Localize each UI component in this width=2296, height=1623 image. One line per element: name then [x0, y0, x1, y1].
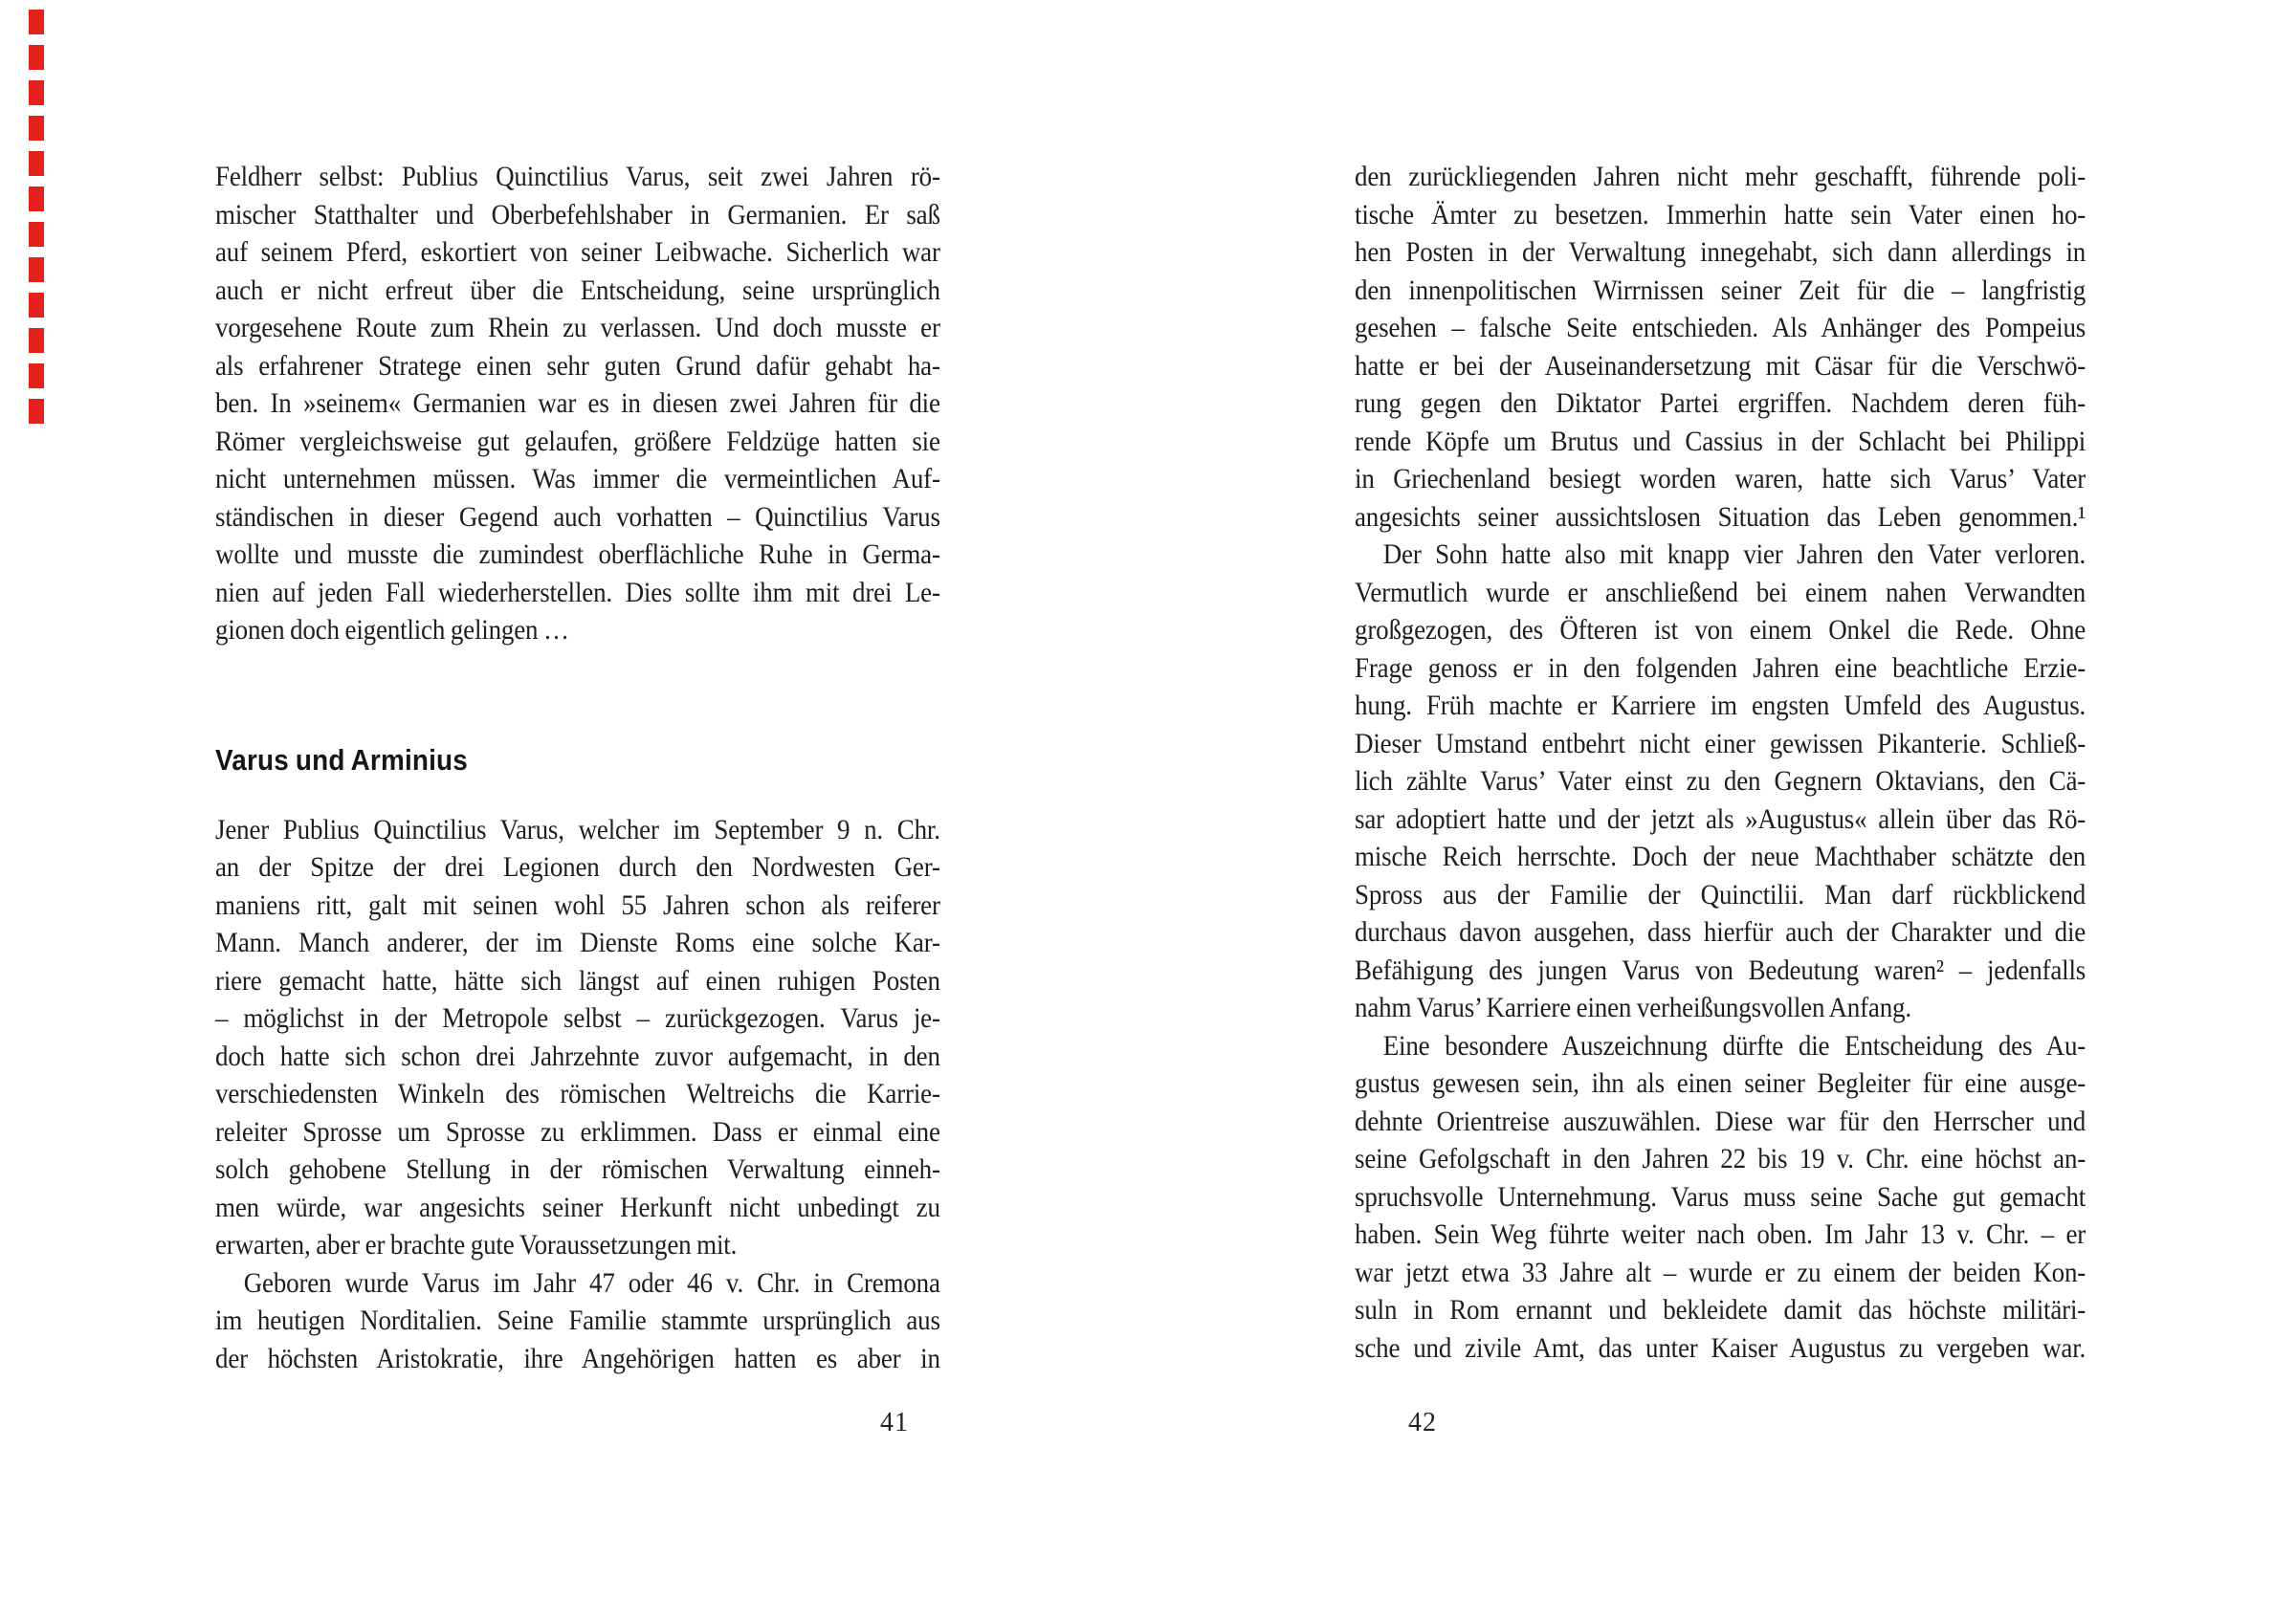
text-line: releiter Sprosse um Sprosse zu erklimmen. Dass er einmal eine — [215, 1115, 940, 1148]
text-line: nahm Varus’ Karriere einen verheißungsvollen Anfang. — [1355, 992, 1911, 1023]
text-line: Jener Publius Quinctilius Varus, welcher im September 9 n. Chr. — [215, 813, 940, 845]
text-line: sche und zivile Amt, das unter Kaiser Augustus zu vergeben war. — [1355, 1331, 2086, 1364]
text-line: Geboren wurde Varus im Jahr 47 oder 46 v. Chr. in Cremona — [243, 1266, 940, 1299]
text-line: Eine besondere Auszeichnung dürfte die Entscheidung des Au- — [1382, 1029, 2086, 1062]
text-line: nien auf jeden Fall wiederherstellen. Dies sollte ihm mit drei Le- — [215, 576, 940, 608]
red-dash-mark — [29, 293, 44, 318]
text-line: Der Sohn hatte also mit knapp vier Jahren den Vater verloren. — [1382, 538, 2086, 570]
text-line: riere gemacht hatte, hätte sich längst auf einen ruhigen Posten — [215, 964, 940, 997]
text-line: Frage genoss er in den folgenden Jahren eine beachtliche Erzie- — [1355, 651, 2086, 684]
text-line: solch gehobene Stellung in der römischen Verwaltung einneh- — [215, 1153, 940, 1185]
text-line: gustus gewesen sein, ihn als einen seiner Begleiter für eine ausge- — [1355, 1067, 2086, 1099]
text-line: mischer Statthalter und Oberbefehlshaber in Germanien. Er saß — [215, 198, 940, 230]
text-line: dehnte Orientreise auszuwählen. Diese war für den Herrscher und — [1355, 1105, 2086, 1137]
text-line: als erfahrener Stratege einen sehr guten Grund dafür gehabt ha- — [215, 349, 940, 382]
text-line: im heutigen Norditalien. Seine Familie stammte ursprünglich aus — [215, 1305, 940, 1336]
text-line: der höchsten Aristokratie, ihre Angehörigen hatten es aber in — [215, 1342, 940, 1374]
text-line: Spross aus der Familie der Quinctilii. Man darf rückblickend — [1355, 878, 2086, 910]
red-dash-mark — [29, 151, 44, 176]
text-line: haben. Sein Weg führte weiter nach oben. Im Jahr 13 v. Chr. – er — [1355, 1218, 2086, 1250]
page-number-left: 41 — [880, 1408, 909, 1437]
text-line: mische Reich herrschte. Doch der neue Machthaber schätzte den — [1355, 841, 2086, 872]
text-line: rung gegen den Diktator Partei ergriffen. Nachdem deren füh- — [1355, 387, 2086, 419]
page-number-right: 42 — [1408, 1408, 1437, 1437]
text-line: durchaus davon ausgehen, dass hierfür auch der Charakter und die — [1355, 916, 2086, 948]
text-line: war jetzt etwa 33 Jahre alt – wurde er zu einem der beiden Kon- — [1355, 1256, 2086, 1288]
text-line: Vermutlich wurde er anschließend bei einem nahen Verwandten — [1355, 576, 2086, 608]
red-dash-mark — [29, 328, 44, 353]
text-line: gionen doch eigentlich gelingen … — [215, 614, 569, 646]
text-line: in Griechenland besiegt worden waren, hatte sich Varus’ Vater — [1355, 463, 2086, 494]
text-line: Feldherr selbst: Publius Quinctilius Varus, seit zwei Jahren rö- — [215, 161, 940, 192]
text-line: ständischen in dieser Gegend auch vorhatten – Quinctilius Varus — [215, 500, 940, 533]
text-line: auf seinem Pferd, eskortiert von seiner Leibwache. Sicherlich war — [215, 236, 940, 268]
text-line: Befähigung des jungen Varus von Bedeutung waren² – jedenfalls — [1355, 954, 2086, 986]
red-dash-mark — [29, 257, 44, 282]
text-line: hen Posten in der Verwaltung innegehabt, sich dann allerdings in — [1355, 236, 2086, 268]
text-line: tische Ämter zu besetzen. Immerhin hatte sein Vater einen ho- — [1355, 198, 2086, 230]
text-line: erwarten, aber er brachte gute Voraussetzungen mit. — [215, 1229, 738, 1261]
text-line: angesichts seiner aussichtslosen Situation das Leben genommen.¹ — [1355, 500, 2086, 533]
red-dash-mark — [29, 116, 44, 141]
edge-marks — [29, 10, 44, 434]
text-line: an der Spitze der drei Legionen durch den Nordwesten Ger- — [215, 851, 940, 883]
section-heading: Varus und Arminius — [215, 742, 468, 777]
red-dash-mark — [29, 222, 44, 247]
text-line: auch er nicht erfreut über die Entscheidung, seine ursprünglich — [215, 274, 940, 306]
text-line: doch hatte sich schon drei Jahrzehnte zuvor aufgemacht, in den — [215, 1040, 940, 1072]
text-line: wollte und musste die zumindest oberflächliche Ruhe in Germa- — [215, 538, 940, 570]
text-line: – möglichst in der Metropole selbst – zurückgezogen. Varus je- — [215, 1002, 940, 1034]
text-line: seine Gefolgschaft in den Jahren 22 bis 19 v. Chr. eine höchst an- — [1355, 1143, 2086, 1174]
text-line: hung. Früh machte er Karriere im engsten Umfeld des Augustus. — [1355, 690, 2086, 721]
right-page-text — [1355, 158, 2086, 1367]
red-dash-mark — [29, 80, 44, 105]
text-line: verschiedensten Winkeln des römischen Weltreichs die Karrie- — [215, 1078, 940, 1109]
text-line: men würde, war angesichts seiner Herkunft nicht unbedingt zu — [215, 1191, 940, 1223]
left-page-text — [215, 158, 940, 1377]
text-line: rende Köpfe um Brutus und Cassius in der Schlacht bei Philippi — [1355, 425, 2086, 457]
red-dash-mark — [29, 45, 44, 70]
text-line: maniens ritt, galt mit seinen wohl 55 Jahren schon als reiferer — [215, 888, 940, 921]
text-line: den zurückliegenden Jahren nicht mehr geschafft, führende poli- — [1355, 161, 2086, 192]
text-line: hatte er bei der Auseinandersetzung mit Cäsar für die Verschwö- — [1355, 349, 2086, 382]
text-line: Mann. Manch anderer, der im Dienste Roms eine solche Kar- — [215, 927, 940, 958]
text-line: suln in Rom ernannt und bekleidete damit das höchste militäri- — [1355, 1294, 2086, 1326]
text-line: Römer vergleichsweise gut gelaufen, größere Feldzüge hatten sie — [215, 425, 940, 457]
red-dash-mark — [29, 363, 44, 388]
text-line: spruchsvolle Unternehmung. Varus muss seine Sache gut gemacht — [1355, 1180, 2086, 1213]
text-line: nicht unternehmen müssen. Was immer die vermeintlichen Auf- — [215, 463, 940, 494]
red-dash-mark — [29, 399, 44, 424]
red-dash-mark — [29, 186, 44, 211]
red-dash-mark — [29, 10, 44, 34]
text-line: ben. In »seinem« Germanien war es in diesen zwei Jahren für die — [215, 387, 940, 419]
text-line: vorgesehene Route zum Rhein zu verlassen. Und doch musste er — [215, 312, 940, 343]
text-line: gesehen – falsche Seite entschieden. Als Anhänger des Pompeius — [1355, 312, 2086, 343]
text-line: großgezogen, des Öfteren ist von einem Onkel die Rede. Ohne — [1355, 614, 2086, 646]
text-line: Dieser Umstand entbehrt nicht einer gewissen Pikanterie. Schließ- — [1355, 727, 2086, 759]
text-line: sar adoptiert hatte und der jetzt als »Augustus« allein über das Rö- — [1355, 802, 2086, 835]
text-line: lich zählte Varus’ Vater einst zu den Gegnern Oktavians, den Cä- — [1355, 765, 2086, 797]
text-line: den innenpolitischen Wirrnissen seiner Zeit für die – langfristig — [1355, 274, 2086, 306]
